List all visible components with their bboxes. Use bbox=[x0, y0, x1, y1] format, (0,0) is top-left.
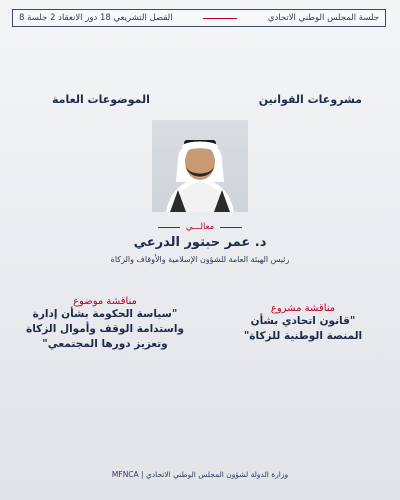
bill-label: مناقشة مشروع bbox=[270, 303, 336, 314]
session-info-bar bbox=[12, 9, 386, 27]
topic-line-1: "سياسة الحكومة بشأن إدارة bbox=[32, 308, 178, 320]
topic-line-2: واستدامة الوقف وأموال الزكاة bbox=[26, 323, 184, 335]
topic-block bbox=[12, 296, 198, 352]
session-name: جلسة المجلس الوطني الاتحادي bbox=[267, 13, 379, 23]
topic-label: مناقشة موضوع bbox=[73, 296, 137, 307]
portrait-illustration bbox=[152, 120, 248, 212]
bill-line-1: "قانون اتحادي بشأن bbox=[250, 315, 356, 327]
topic-line-3: وتعزيز دورها المجتمعي" bbox=[42, 338, 168, 350]
bills-column-title: مشروعات القوانين bbox=[258, 93, 362, 106]
title-line-right bbox=[220, 227, 242, 228]
bill-line-2: المنصة الوطنية للزكاة" bbox=[243, 330, 363, 342]
session-term: الفصل التشريعي 18 دور الانعقاد 2 جلسة 8 bbox=[19, 13, 173, 23]
speaker-title-row bbox=[140, 222, 260, 232]
footer-credit: وزارة الدولة لشؤون المجلس الوطني الاتحادي | MFNCA bbox=[111, 470, 289, 479]
bill-block bbox=[228, 303, 378, 344]
speaker-position: رئيس الهيئة العامة للشؤون الإسلامية والأوقاف والزكاة bbox=[110, 255, 290, 264]
topics-column-title: الموضوعات العامة bbox=[52, 93, 150, 106]
speaker-title: معالـــي bbox=[185, 222, 215, 232]
speaker-portrait bbox=[152, 120, 248, 212]
speaker-name: د. عمر حبتور الدرعي bbox=[133, 235, 267, 250]
divider-line bbox=[203, 18, 237, 19]
title-line-left bbox=[158, 227, 180, 228]
